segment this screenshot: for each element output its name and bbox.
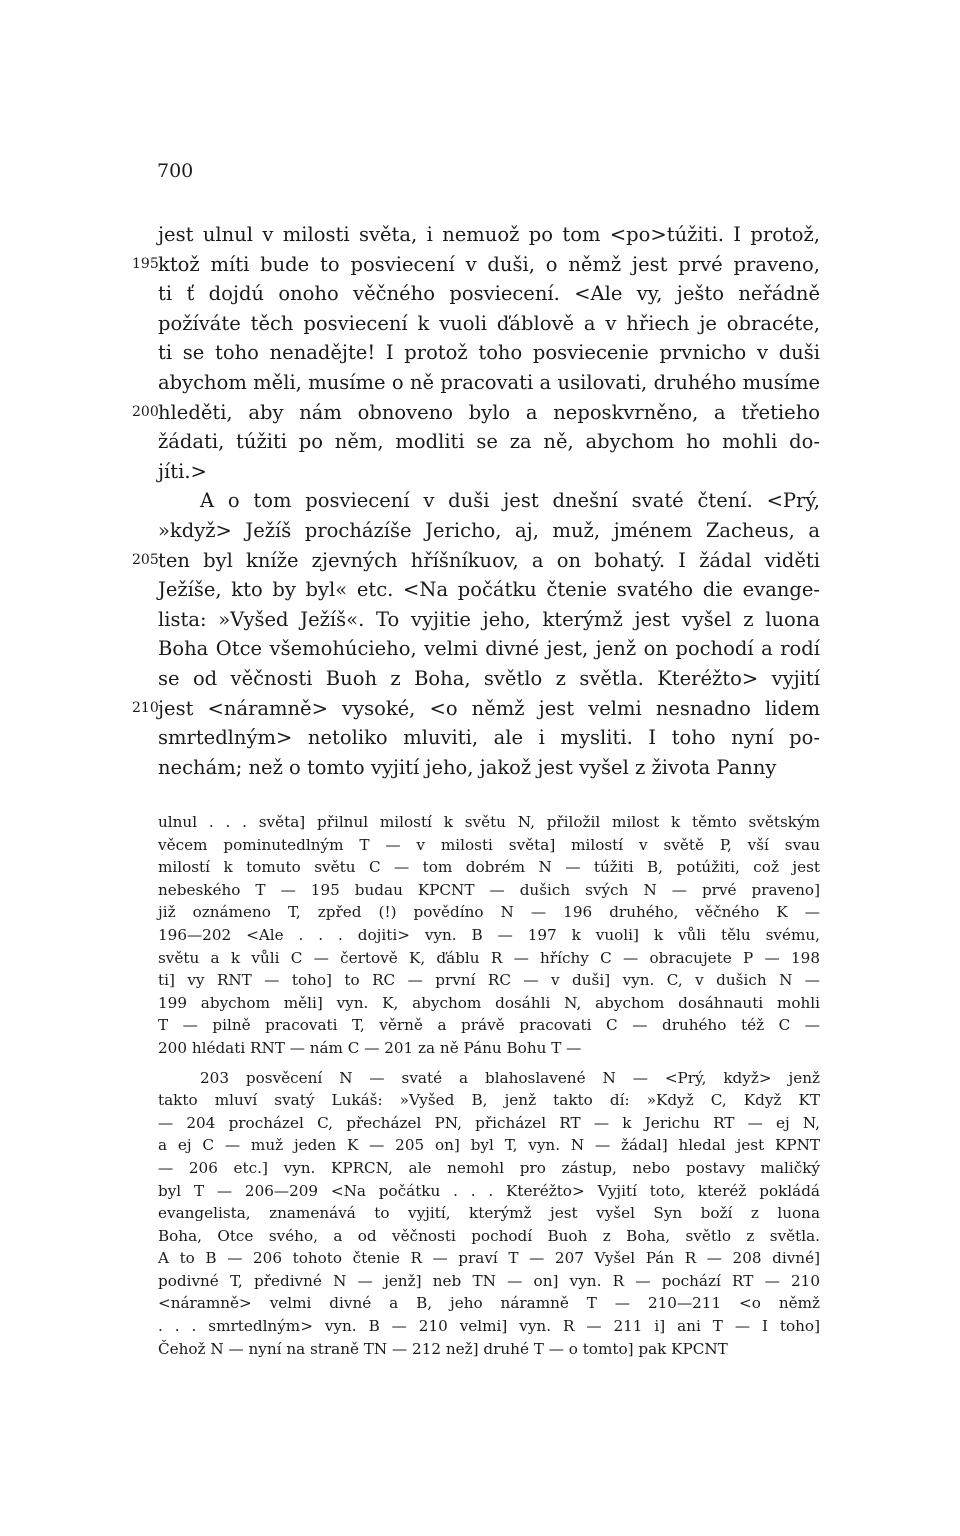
line-text: »když> Ježíš procházíše Jericho, aj, muž, jménem Zacheus, a — [158, 518, 820, 542]
text-line — [132, 694, 820, 724]
line-text: hleděti, aby nám obnoveno bylo a neposkvrněno, a třetieho — [158, 400, 820, 424]
note-line: věcem pominutedlným T — v milosti světa] milostí v světě P, vší svau — [158, 835, 820, 854]
note-line: ulnul . . . světa] přilnul milostí k světu N, přiložil milost k těmto světským — [158, 813, 820, 831]
line-text: ti ť dojdú onoho věčného posviecení. <Ale vy, ješto neřádně — [158, 282, 820, 306]
note-line: milostí k tomuto světu C — tom dobrém N — túžiti B, potúžiti, což jest — [158, 858, 820, 877]
line-text: Boha Otce všemohúcieho, velmi divné jest, jenž on pochodí a rodí — [158, 637, 820, 661]
text-line — [158, 664, 820, 694]
note-line: . . . smrtedlným> vyn. B — 210 velmi] vyn. R — 211 i] ani T — I toho] — [158, 1317, 820, 1336]
note-line: světu a k vůli C — čertově K, ďáblu R — hříchy C — obracujete P — 198 — [158, 948, 820, 967]
line-text: A o tom posviecení v duši jest dnešní svaté čtení. <Prý, — [200, 489, 820, 513]
note-line: 196—202 <Ale . . . dojiti> vyn. B — 197 k vuoli] k vůli tělu svému, — [158, 925, 820, 944]
page-number: 700 — [157, 160, 194, 182]
text-line — [158, 723, 820, 753]
text-line — [158, 457, 820, 487]
text-line — [158, 279, 820, 309]
line-text: požíváte těch posviecení k vuoli ďáblově a v hřiech je obracéte, — [158, 311, 820, 335]
note-line: T — pilně pracovati T, věrně a právě pracovati C — druhého též C — — [158, 1016, 820, 1035]
note-line: 199 abychom měli] vyn. K, abychom dosáhli N, abychom dosáhnauti mohli — [158, 993, 820, 1012]
text-line — [158, 575, 820, 605]
text-line — [158, 309, 820, 339]
note-line: 203 posvěcení N — svaté a blahoslavené N — <Prý, když> jenž — [200, 1068, 820, 1087]
line-text: Ježíše, kto by byl« etc. <Na počátku čtenie svatého die evange- — [158, 578, 820, 602]
line-text: jest <náramně> vysoké, <o němž jest velmi nesnadno lidem — [158, 696, 820, 720]
text-line — [132, 398, 820, 428]
note-line: — 206 etc.] vyn. KPRCN, ale nemohl pro zástup, nebo postavy maličký — [158, 1158, 820, 1177]
line-text: abychom měli, musíme o ně pracovati a usilovati, druhého musíme — [158, 370, 820, 394]
note-line: 200 hlédati RNT — nám C — 201 za ně Pánu Bohu T — — [158, 1038, 582, 1057]
text-line — [158, 753, 820, 783]
line-text: lista: »Vyšed Ježíš«. To vyjitie jeho, kterýmž jest vyšel z luona — [158, 607, 820, 631]
text-line — [158, 605, 820, 635]
line-number: 205 — [132, 551, 159, 568]
note-line: nebeského T — 195 budau KPCNT — dušich svých N — prvé praveno] — [158, 880, 820, 899]
text-line — [132, 546, 820, 576]
line-text: jíti.> — [158, 459, 207, 483]
text-line — [158, 338, 820, 368]
line-text: se od věčnosti Buoh z Boha, světlo z světla. Kteréžto> vyjití — [158, 666, 820, 690]
line-text: žádati, túžiti po něm, modliti se za ně, abychom ho mohli do- — [158, 430, 820, 454]
main-text — [132, 220, 820, 782]
line-text: smrtedlným> netoliko mluviti, ale i mysliti. I toho nyní po- — [158, 726, 820, 750]
note-line: ti] vy RNT — toho] to RC — první RC — v duši] vyn. C, v dušich N — — [158, 971, 820, 990]
line-text: ti se toho nenadějte! I protož toho posviecenie prvnicho v duši — [158, 341, 820, 365]
text-line — [158, 368, 820, 398]
text-line — [158, 516, 820, 546]
note-line: — 204 procházel C, přecházel PN, přicházel RT — k Jerichu RT — ej N, — [158, 1113, 820, 1132]
note-line: <náramně> velmi divné a B, jeho náramně T — 210—211 <o němž — [158, 1294, 820, 1313]
line-text: jest ulnul v milosti světa, i nemuož po tom <po>túžiti. I protož, — [158, 223, 820, 246]
text-line — [158, 634, 820, 664]
line-text: ten byl kníže zjevných hříšníkuov, a on bohatý. I žádal viděti — [158, 548, 820, 572]
line-text: ktož míti bude to posviecení v duši, o němž jest prvé praveno, — [158, 252, 820, 276]
line-number: 210 — [132, 699, 159, 716]
note-line: Boha, Otce svého, a od věčnosti pochodí Buoh z Boha, světlo z světla. — [158, 1226, 820, 1245]
note-line: a ej C — muž jeden K — 205 on] byl T, vyn. N — žádal] hledal jest KPNT — [158, 1136, 820, 1155]
text-line — [158, 427, 820, 457]
line-text: nechám; než o tomto vyjití jeho, jakož jest vyšel z života Panny — [158, 755, 777, 779]
note-line: takto mluví svatý Lukáš: »Vyšed B, jenž takto dí: »Když C, Když KT — [158, 1091, 820, 1110]
note-line: Čehož N — nyní na straně TN — 212 než] druhé T — o tomto] pak KPCNT — [158, 1339, 728, 1358]
text-line — [158, 220, 820, 250]
note-line: A to B — 206 tohoto čtenie R — praví T — 207 Vyšel Pán R — 208 divné] — [158, 1249, 820, 1268]
note-gap — [158, 1060, 820, 1067]
text-line — [158, 486, 820, 516]
note-line: podivné T, předivné N — jenž] neb TN — on] vyn. R — pochází RT — 210 — [158, 1271, 820, 1290]
line-number: 195 — [132, 255, 159, 272]
text-line — [132, 250, 820, 280]
note-line: byl T — 206—209 <Na počátku . . . Kteréžto> Vyjití toto, kteréž pokládá — [158, 1181, 820, 1200]
line-number: 200 — [132, 403, 159, 420]
critical-apparatus — [158, 811, 820, 1360]
note-line: evangelista, znamenává to vyjití, kterýmž jest vyšel Syn boží z luona — [158, 1204, 820, 1223]
note-line: již oznámeno T, zpřed (!) povědíno N — 196 druhého, věčného K — — [158, 903, 820, 922]
